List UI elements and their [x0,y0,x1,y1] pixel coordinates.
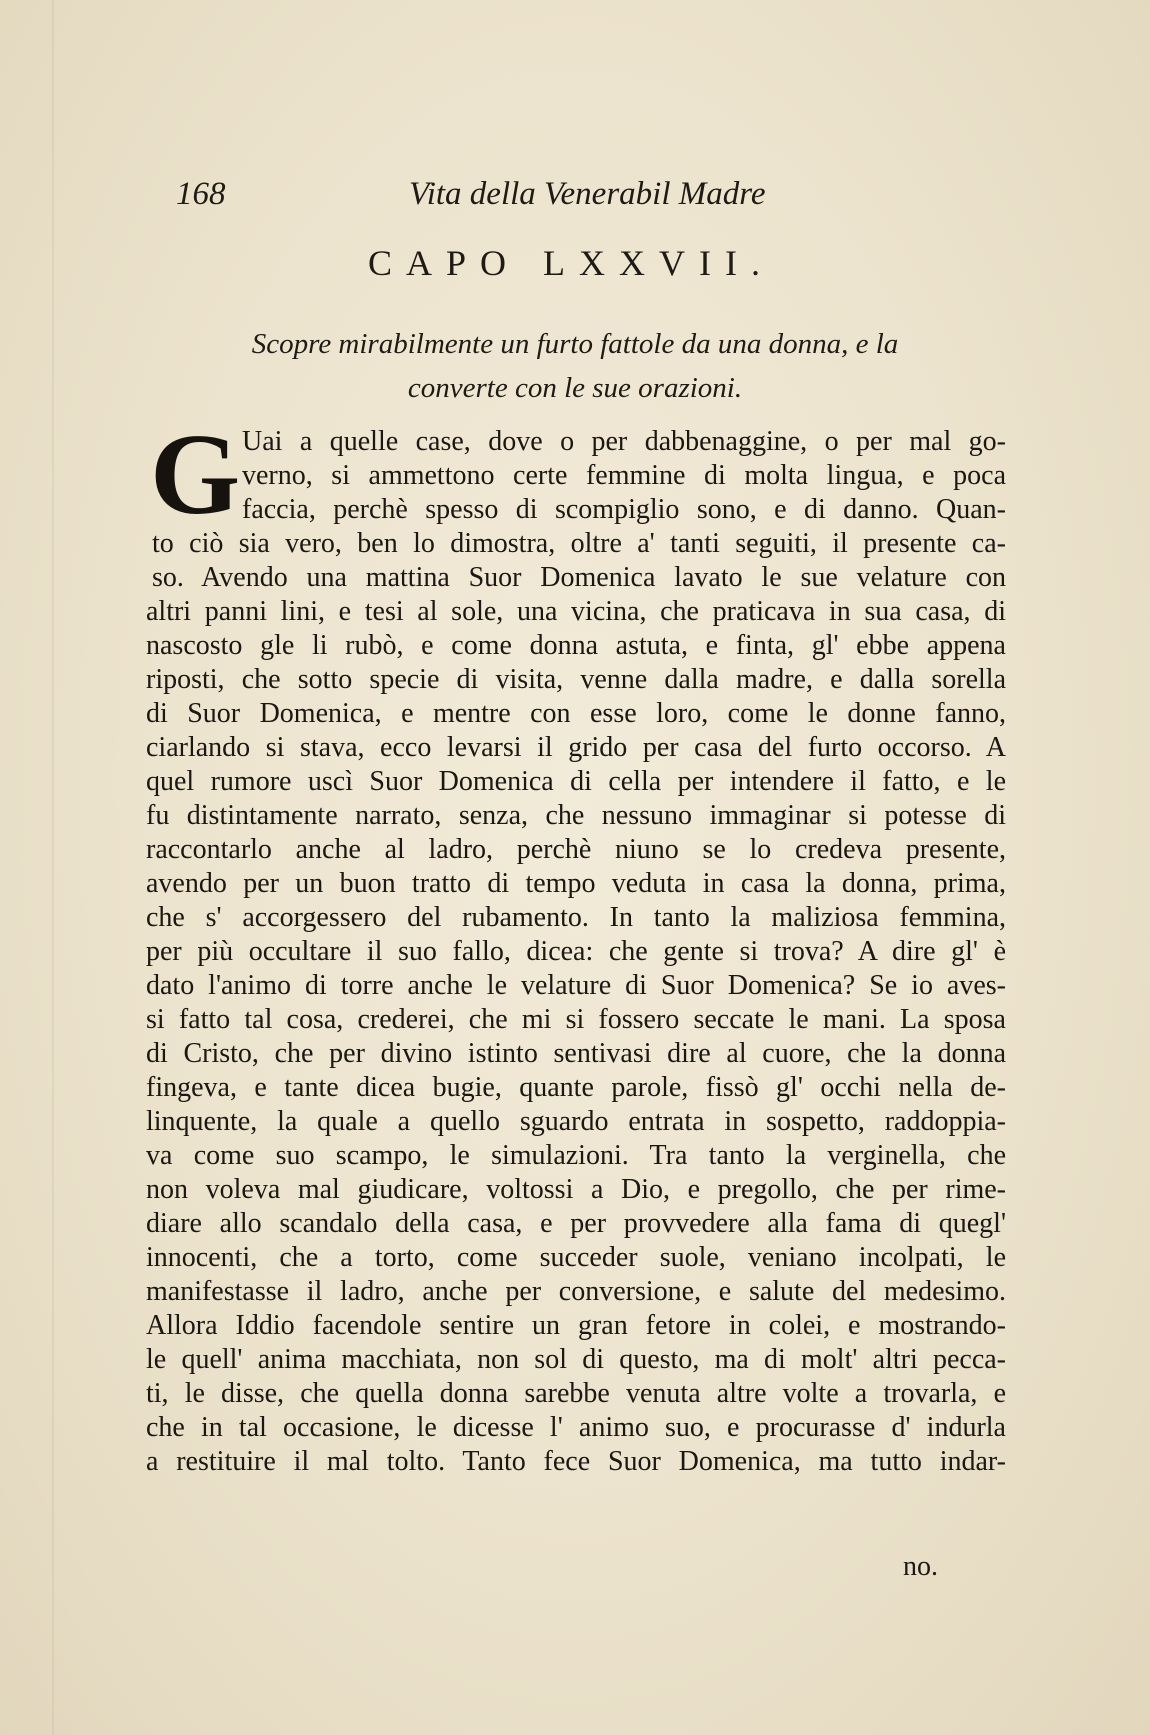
text-line: ti, le disse, che quella donna sarebbe venuta altre volte a trovarla, e [146,1378,1006,1409]
text-line: riposti, che sotto specie di visita, venne dalla madre, e dalla sorella [146,664,1006,695]
text-line: va come suo scampo, le simulazioni. Tra tanto la verginella, che [146,1140,1006,1171]
text-line: dato l'animo di torre anche le velature di Suor Domenica? Se io aves- [146,970,1006,1001]
text-line: faccia, perchè spesso di scompiglio sono, e di danno. Quan- [242,494,1006,525]
text-line: a restituire il mal tolto. Tanto fece Suor Domenica, ma tutto indar- [146,1446,1006,1477]
text-line: diare allo scandalo della casa, e per provvedere alla fama di quegl' [146,1208,1006,1239]
text-line: per più occultare il suo fallo, dicea: che gente si trova? A dire gl' è [146,936,1006,967]
text-line: avendo per un buon tratto di tempo veduta in casa la donna, prima, [146,868,1006,899]
text-line: raccontarlo anche al ladro, perchè niuno se lo credeva presente, [146,834,1006,865]
text-line: quel rumore uscì Suor Domenica di cella per intendere il fatto, e le [146,766,1006,797]
text-line: ciarlando si stava, ecco levarsi il grido per casa del furto occorso. A [146,732,1006,763]
text-line: altri panni lini, e tesi al sole, una vicina, che praticava in sua casa, di [146,596,1006,627]
text-line: so. Avendo una mattina Suor Domenica lavato le sue velature con [152,562,1006,593]
text-line: che s' accorgessero del rubamento. In tanto la maliziosa femmina, [146,902,1006,933]
chapter-title: CAPO LXXVII. [368,243,774,283]
text-line: non voleva mal giudicare, voltossi a Dio, e pregollo, che per rime- [146,1174,1006,1205]
page-header [176,176,786,216]
chapter-subtitle [210,322,940,410]
subtitle-line-2: converte con le sue orazioni. [407,372,743,404]
text-line: innocenti, che a torto, come succeder suole, veniano incolpati, le [146,1242,1006,1273]
text-line: di Suor Domenica, e mentre con esse loro, come le donne fanno, [146,698,1006,729]
text-line: nascosto gle li rubò, e come donna astuta, e finta, gl' ebbe appena [146,630,1006,661]
text-line: linquente, la quale a quello sguardo entrata in sospetto, raddoppia- [146,1106,1006,1137]
running-title: Vita della Venerabil Madre [409,176,766,212]
text-line: che in tal occasione, le dicesse l' animo suo, e procurasse d' indurla [146,1412,1006,1443]
text-line: manifestasse il ladro, anche per conversione, e salute del medesimo. [146,1276,1006,1307]
page-shadow-edge [52,0,54,1735]
subtitle-line-1: Scopre mirabilmente un furto fattole da una donna, e la [251,328,899,360]
text-line: fu distintamente narrato, senza, che nessuno immaginar si potesse di [146,800,1006,831]
text-line: le quell' anima macchiata, non sol di questo, ma di molt' altri pecca- [146,1344,1006,1375]
page-number: 168 [176,176,226,212]
text-line: di Cristo, che per divino istinto sentivasi dire al cuore, che la donna [146,1038,1006,1069]
text-line: Allora Iddio facendole sentire un gran fetore in colei, e mostrando- [146,1310,1006,1341]
text-line: to ciò sia vero, ben lo dimostra, oltre a' tanti seguiti, il presente ca- [152,528,1006,559]
text-line: Uai a quelle case, dove o per dabbenaggine, o per mal go- [242,426,1006,457]
text-line: verno, si ammettono certe femmine di molta lingua, e poca [242,460,1006,491]
text-line: fingeva, e tante dicea bugie, quante parole, fissò gl' occhi nella de- [146,1072,1006,1103]
catchword: no. [903,1551,938,1582]
drop-cap: G [150,411,241,539]
text-line: si fatto tal cosa, crederei, che mi si fossero seccate le mani. La sposa [146,1004,1006,1035]
